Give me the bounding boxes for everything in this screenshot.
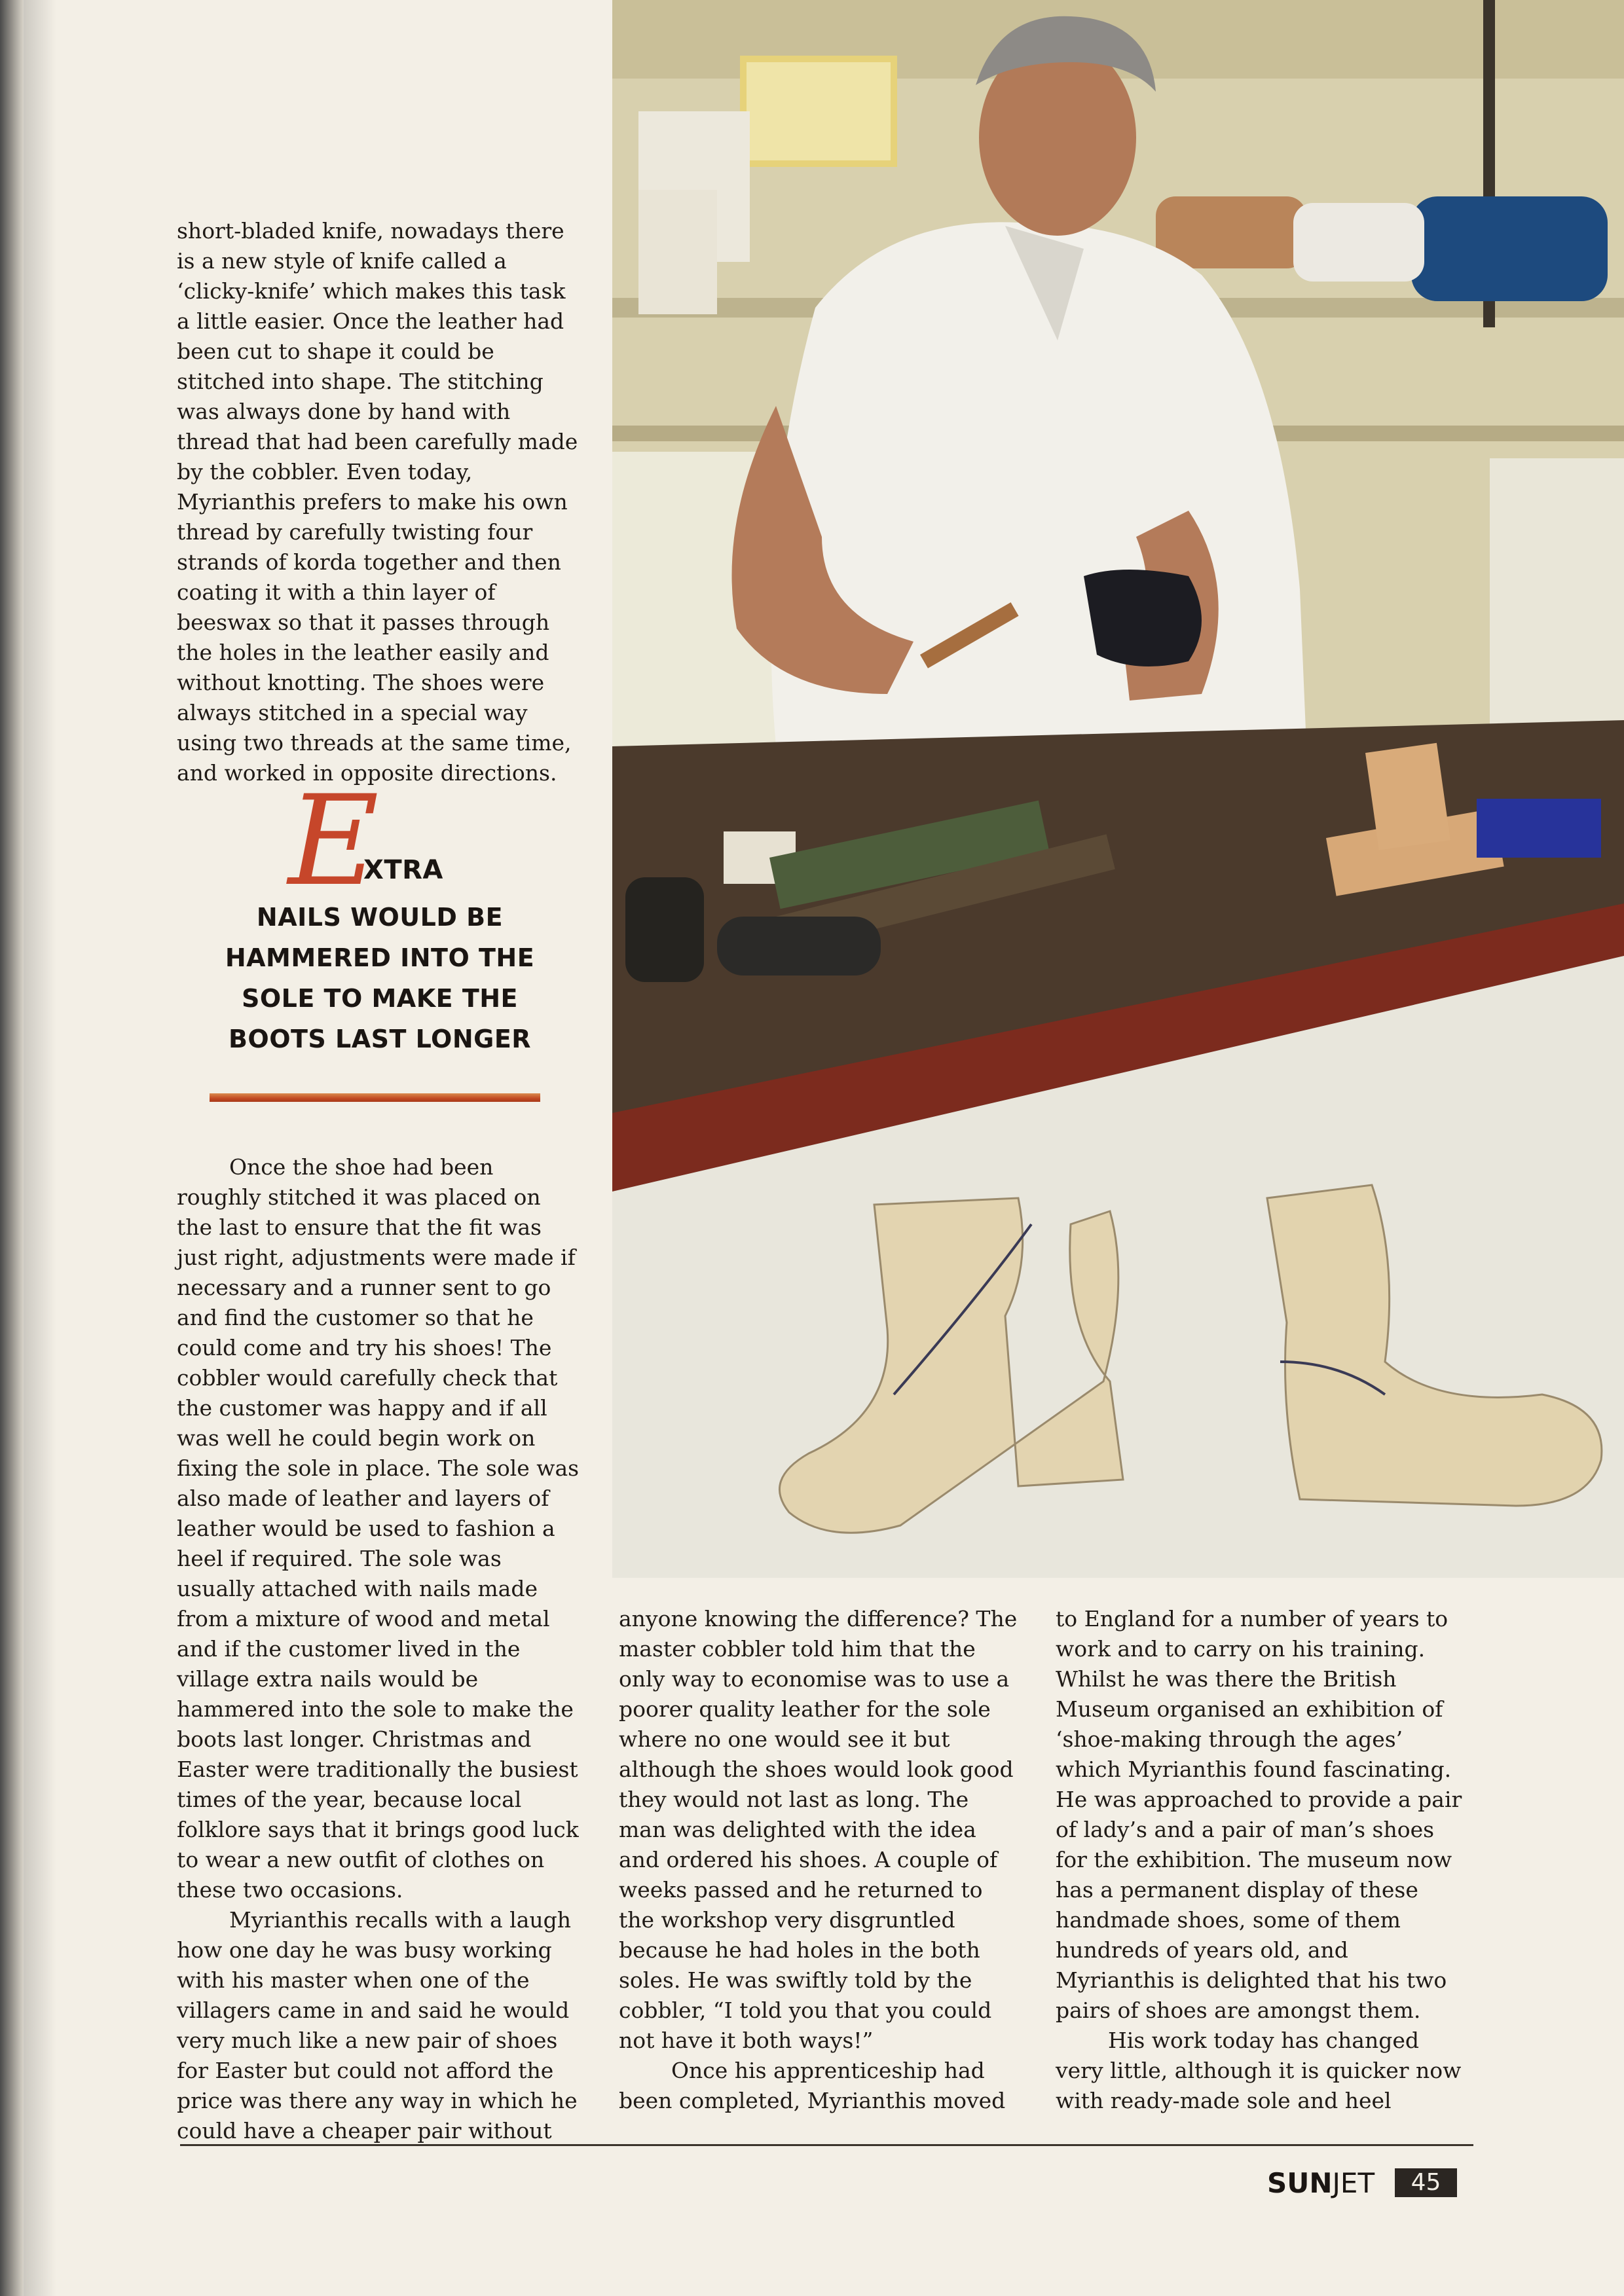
- page-gutter-shadow: [24, 0, 56, 2296]
- article-column-2: [619, 1604, 1018, 2116]
- paragraph: Once his apprenticeship had been completed, Myrianthis moved: [619, 2058, 1006, 2113]
- pull-quote-line: SOLE TO MAKE THE: [241, 984, 519, 1013]
- pull-quote-line: BOOTS LAST LONGER: [228, 1025, 532, 1053]
- pull-quote-first-word: XTRA: [363, 855, 443, 885]
- article-column-1-bottom: [177, 1152, 580, 2146]
- footer-rule: [180, 2144, 1473, 2146]
- paragraph: Once the shoe had been roughly stitched it was placed on the last to ensure that the fit was just right, adjustments were made if necessary and a runner sent to go and find the customer so that he could come and try his shoes! The cobbler would carefully check that the customer was happy and if all was well he could begin work on fixing the sole in place. The sole was also made of leather and layers of leather would be used to fashion a heel if required. The sole was usually attached with nails made from a mixture of wood and metal and if the customer lived in the village extra nails would be hammered into the sole to make the boots last longer. Christmas and Easter were traditionally the busiest times of the year, because local folklore says that it brings good luck to wear a new outfit of clothes on these two occasions.: [177, 1154, 580, 1903]
- paragraph: short-bladed knife, nowadays there is a new style of knife called a ‘clicky-knife’ which makes this task a little easier. Once the leather had been cut to shape it could be stitched into shape. The stitching was always done by hand with thread that had been carefully made by the cobbler. Even today, Myrianthis prefers to make his own thread by carefully twisting four strands of korda together and then coating it with a thin layer of beeswax so that it passes through the holes in the leather easily and without knotting. The shoes were always stitched in a special way using two threads at the same time, and worked in opposite directions.: [177, 218, 578, 786]
- page-binding: [0, 0, 24, 2296]
- cobbler-workshop-photo: [612, 0, 1624, 1578]
- pull-quote-rule: [210, 1093, 540, 1102]
- brand-jet: JET: [1332, 2167, 1375, 2199]
- magazine-brand: [1267, 2167, 1375, 2200]
- pull-quote-line: NAILS WOULD BE: [256, 903, 504, 932]
- paragraph: Myrianthis recalls with a laugh how one day he was busy working with his master when one of the villagers came in and said he would very much like a new pair of shoes for Easter but could not afford the price was there any way in which he could have a cheaper pair without: [177, 1907, 578, 2143]
- pull-quote: [196, 769, 563, 1059]
- article-column-3: [1056, 1604, 1465, 2116]
- page-number: 45: [1395, 2168, 1457, 2197]
- article-column-1-top: [177, 216, 580, 788]
- pull-quote-line: HAMMERED INTO THE: [225, 943, 535, 972]
- pull-quote-first-line: [196, 769, 563, 913]
- pull-quote-drop-letter: E: [288, 769, 380, 913]
- paragraph: anyone knowing the difference? The master cobbler told him that the only way to economise was to use a poorer quality leather for the sole where no one would see it but although the shoes would look good they would not last as long. The man was delighted with the idea and ordered his shoes. A couple of weeks passed and he returned to the workshop very disgruntled because he had holes in the both soles. He was swiftly told by the cobbler, “I told you that you could not have it both ways!”: [619, 1606, 1018, 2053]
- brand-sun: SUN: [1267, 2167, 1333, 2199]
- paragraph: to England for a number of years to work and to carry on his training. Whilst he was there the British Museum organised an exhibition of ‘shoe-making through the ages’ which Myrianthis found fascinating. He was approached to provide a pair of lady’s and a pair of man’s shoes for the exhibition. The museum now has a permanent display of these handmade shoes, some of them hundreds of years old, and Myrianthis is delighted that his two pairs of shoes are amongst them.: [1056, 1606, 1462, 2023]
- paragraph: His work today has changed very little, although it is quicker now with ready-made sole and heel: [1056, 2028, 1462, 2113]
